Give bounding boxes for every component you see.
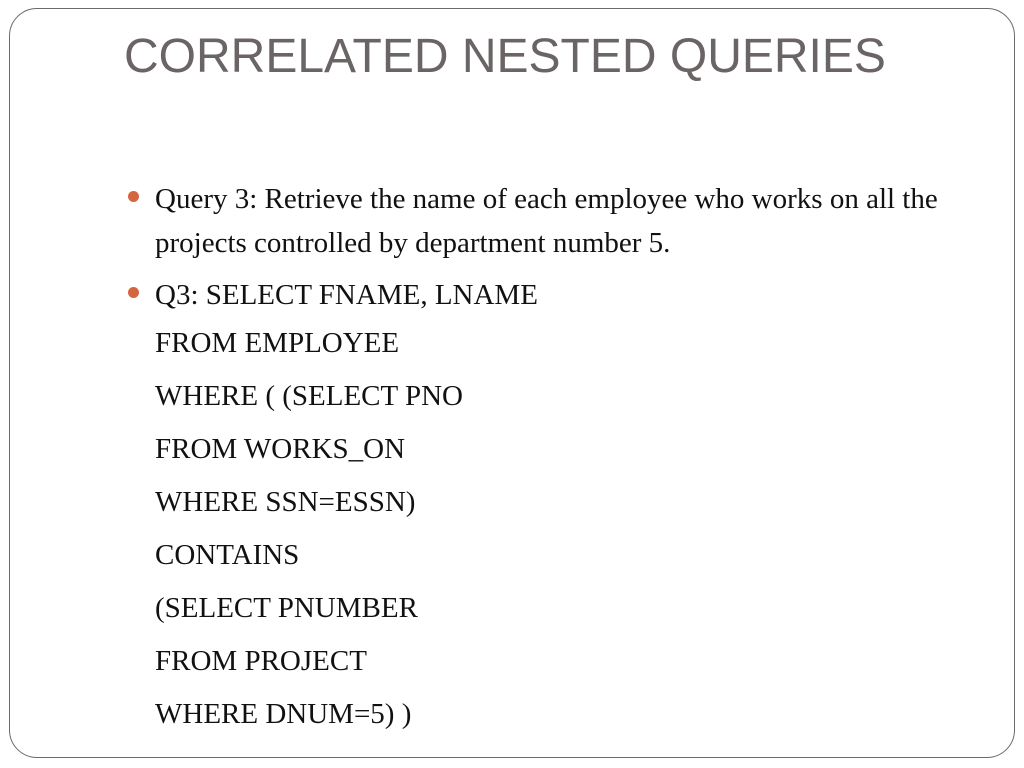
sql-line: WHERE DNUM=5) ) bbox=[155, 698, 412, 730]
sql-code-block bbox=[124, 317, 984, 741]
sql-line: WHERE ( (SELECT PNO bbox=[155, 380, 463, 412]
bullet-text: Query 3: Retrieve the name of each employee who works on all the projects controlled by department number 5. bbox=[155, 183, 938, 259]
sql-line: FROM WORKS_ON bbox=[155, 433, 406, 465]
sql-line: FROM PROJECT bbox=[155, 645, 367, 677]
slide-title: CORRELATED NESTED QUERIES bbox=[124, 30, 886, 83]
sql-line: FROM EMPLOYEE bbox=[155, 327, 400, 359]
slide-frame bbox=[9, 8, 1015, 758]
bullet-item-query-sql bbox=[124, 273, 984, 317]
sql-line: (SELECT PNUMBER bbox=[155, 592, 418, 624]
sql-line: WHERE SSN=ESSN) bbox=[155, 486, 416, 518]
sql-line: CONTAINS bbox=[155, 539, 300, 571]
bullet-dot-icon bbox=[128, 287, 139, 298]
bullet-dot-icon bbox=[128, 191, 139, 202]
bullet-item-query-description bbox=[124, 177, 984, 265]
slide-content bbox=[124, 177, 984, 741]
bullet-text: Q3: SELECT FNAME, LNAME bbox=[155, 279, 538, 311]
